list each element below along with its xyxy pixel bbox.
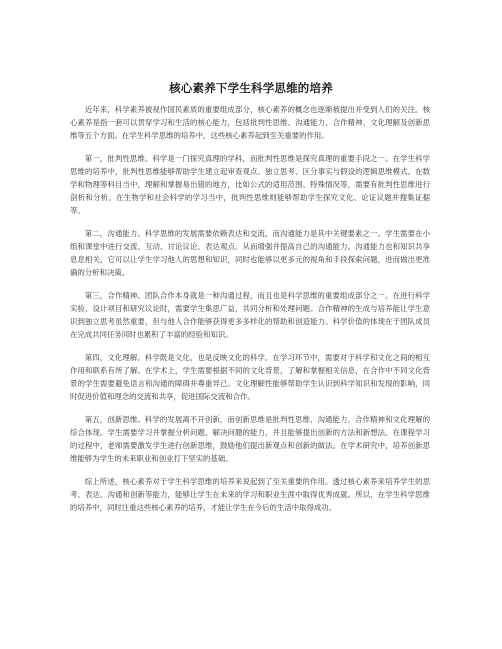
paragraph-communication: 第二，沟通能力。科学思维的发展需要依赖表达和交流，而沟通能力是其中关键要素之一。学生需要在小组和课堂中进行交流、互动、讨论议论、表达观点。从而增强并提高自己的沟通能力。沟通能力也和知识共享息息相关，它可以让学生学习他人的思想和知识，同时也能够以更多元的视角和手段探索问题，进而做出更准确的分析和决策。 <box>70 229 430 277</box>
paragraph-innovative-thinking: 第五，创新思维。科学的发展离不开创新，而创新思维是批判性思维、沟通能力、合作精神和文化理解的综合体现。学生需要学习并掌握分析问题、解决问题的能力，并且能够提出创新的方法和新想法。在课程学习的过程中，老师需要激发学生进行创新思维，鼓励他们提出新观点和创新的做法。在学术研究中，培养创新思维能够为学生的未来职业和创业打下坚实的基础。 <box>70 415 430 463</box>
paragraph-conclusion: 综上所述，核心素养对于学生科学思维的培养来说起到了至关重要的作用。透过核心素养来培养学生的思考、表达、沟通和创新等能力，能够让学生在未来的学习和职业生涯中取得优秀成就。所以，在学生科学思维的培养中，同时注重这些核心素养的培养，才能让学生在今后的生活中取得成功。 <box>70 477 430 512</box>
paragraph-intro: 近年来，科学素养被视作国民素质的重要组成部分，核心素养的概念也逐渐被提出并受到人们的关注。核心素养是指一套可以贯穿学习和生活的核心能力，包括批判性思维、沟通能力、合作精神、文化理解及创新思维等五个方面。在学生科学思维的培养中，这些核心素养起到至关重要的作用。 <box>70 105 430 140</box>
document-body <box>70 103 430 524</box>
paragraph-cultural-understanding: 第四，文化理解。科学既是文化，也是反映文化的科学。在学习环节中，需要对于科学和文化之间的相互作用和联系有所了解。在学术上，学生需要根据不同的文化背景，了解和掌握相关信息，在合作中不同文化背景的学生需要避免语言和沟通的障碍并尊重异己。文化理解性能够帮助学生认识到科学知识和发现的影响，同时促进价值和理念的交流和共享，促进国际交流和合作。 <box>70 353 430 401</box>
paragraph-cooperation: 第三，合作精神。团队合作本身就是一种沟通过程，而且也是科学思维的重要组成部分之一。在进行科学实验、设计项目和研究议论时，需要学生集思广益，共同分析和处理问题。合作精神的生成与培养能让学生意识到独立思考虽然重要，但与他人合作能够获得更多多样化的帮助和创造能力。科学价值的体现在于团队成员在完成共同任务同时也累积了丰富的经验和知识。 <box>70 291 430 339</box>
paragraph-critical-thinking: 第一，批判性思维。科学是一门探究真理的学科，而批判性思维是探究真理的重要手段之一。在学生科学思维的培养中，批判性思维能够帮助学生建立起审查观点、独立思考、区分事实与假设的逻辑思维模式。在数学和物理等科目当中，理解和掌握易出错的地方，比如公式的适用范围、特殊情况等，需要有批判性思维进行剖析和分析。在生物学和社会科学的学习当中，批判性思维则能够帮助学生探究文化、论证议题并搜集证据等。 <box>70 154 430 215</box>
document-title: 核心素养下学生科学思维的培养 <box>169 81 333 95</box>
